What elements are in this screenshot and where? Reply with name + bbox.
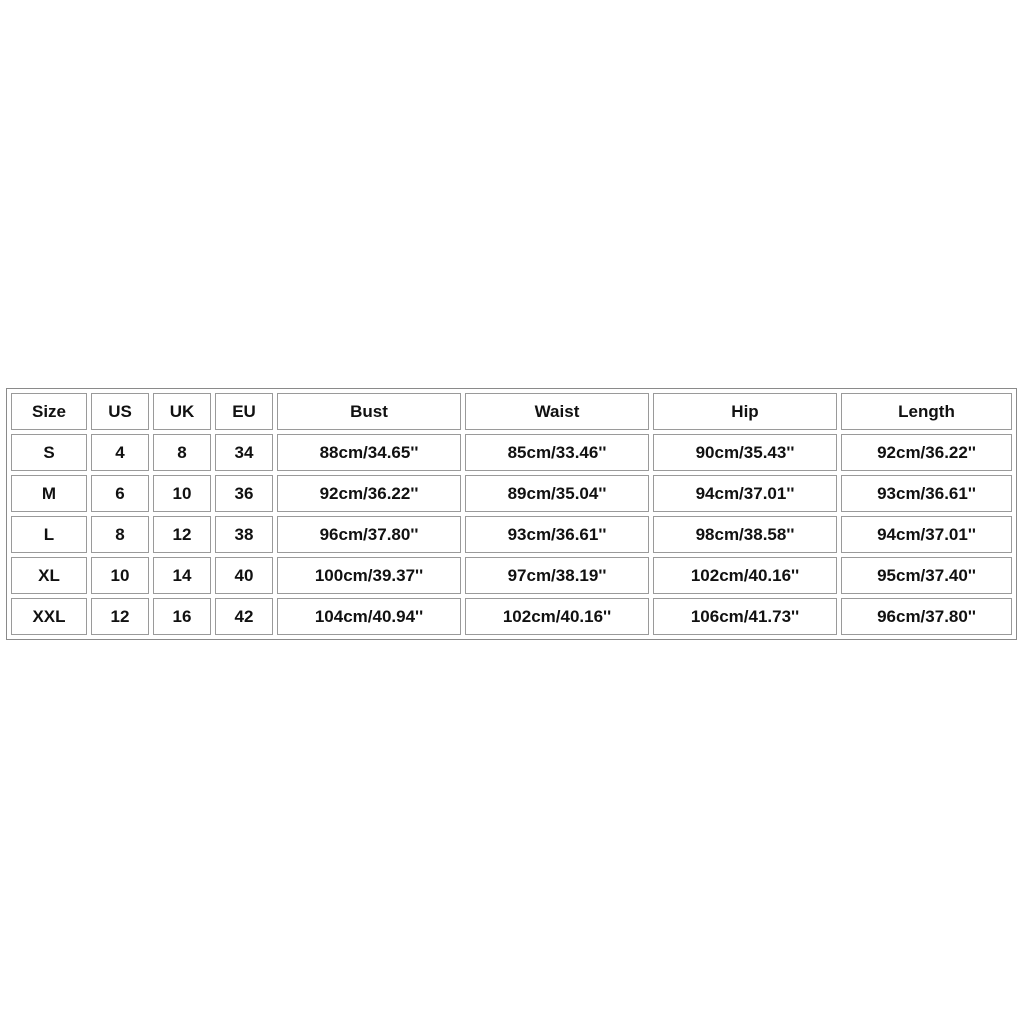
header-length: Length <box>841 393 1012 430</box>
cell-us: 6 <box>91 475 149 512</box>
cell-uk: 14 <box>153 557 211 594</box>
header-bust: Bust <box>277 393 461 430</box>
cell-eu: 34 <box>215 434 273 471</box>
table-header-row <box>11 393 1012 430</box>
table-row <box>11 557 1012 594</box>
cell-waist: 102cm/40.16'' <box>465 598 649 635</box>
cell-eu: 38 <box>215 516 273 553</box>
cell-size: XL <box>11 557 87 594</box>
cell-size: M <box>11 475 87 512</box>
cell-bust: 88cm/34.65'' <box>277 434 461 471</box>
cell-length: 92cm/36.22'' <box>841 434 1012 471</box>
cell-hip: 98cm/38.58'' <box>653 516 837 553</box>
header-uk: UK <box>153 393 211 430</box>
cell-size: XXL <box>11 598 87 635</box>
cell-us: 4 <box>91 434 149 471</box>
header-hip: Hip <box>653 393 837 430</box>
cell-bust: 104cm/40.94'' <box>277 598 461 635</box>
cell-bust: 100cm/39.37'' <box>277 557 461 594</box>
cell-us: 12 <box>91 598 149 635</box>
cell-bust: 92cm/36.22'' <box>277 475 461 512</box>
cell-hip: 106cm/41.73'' <box>653 598 837 635</box>
cell-length: 95cm/37.40'' <box>841 557 1012 594</box>
cell-length: 93cm/36.61'' <box>841 475 1012 512</box>
header-size: Size <box>11 393 87 430</box>
cell-us: 8 <box>91 516 149 553</box>
cell-uk: 8 <box>153 434 211 471</box>
cell-uk: 10 <box>153 475 211 512</box>
header-eu: EU <box>215 393 273 430</box>
cell-uk: 16 <box>153 598 211 635</box>
cell-hip: 94cm/37.01'' <box>653 475 837 512</box>
cell-us: 10 <box>91 557 149 594</box>
size-chart-table <box>6 388 1017 640</box>
header-us: US <box>91 393 149 430</box>
cell-size: L <box>11 516 87 553</box>
cell-eu: 40 <box>215 557 273 594</box>
cell-waist: 89cm/35.04'' <box>465 475 649 512</box>
cell-waist: 85cm/33.46'' <box>465 434 649 471</box>
cell-hip: 90cm/35.43'' <box>653 434 837 471</box>
table-row <box>11 434 1012 471</box>
cell-uk: 12 <box>153 516 211 553</box>
cell-eu: 42 <box>215 598 273 635</box>
cell-size: S <box>11 434 87 471</box>
cell-bust: 96cm/37.80'' <box>277 516 461 553</box>
cell-waist: 97cm/38.19'' <box>465 557 649 594</box>
header-waist: Waist <box>465 393 649 430</box>
cell-length: 94cm/37.01'' <box>841 516 1012 553</box>
table-row <box>11 516 1012 553</box>
cell-length: 96cm/37.80'' <box>841 598 1012 635</box>
table-row <box>11 598 1012 635</box>
cell-eu: 36 <box>215 475 273 512</box>
cell-hip: 102cm/40.16'' <box>653 557 837 594</box>
cell-waist: 93cm/36.61'' <box>465 516 649 553</box>
table-row <box>11 475 1012 512</box>
